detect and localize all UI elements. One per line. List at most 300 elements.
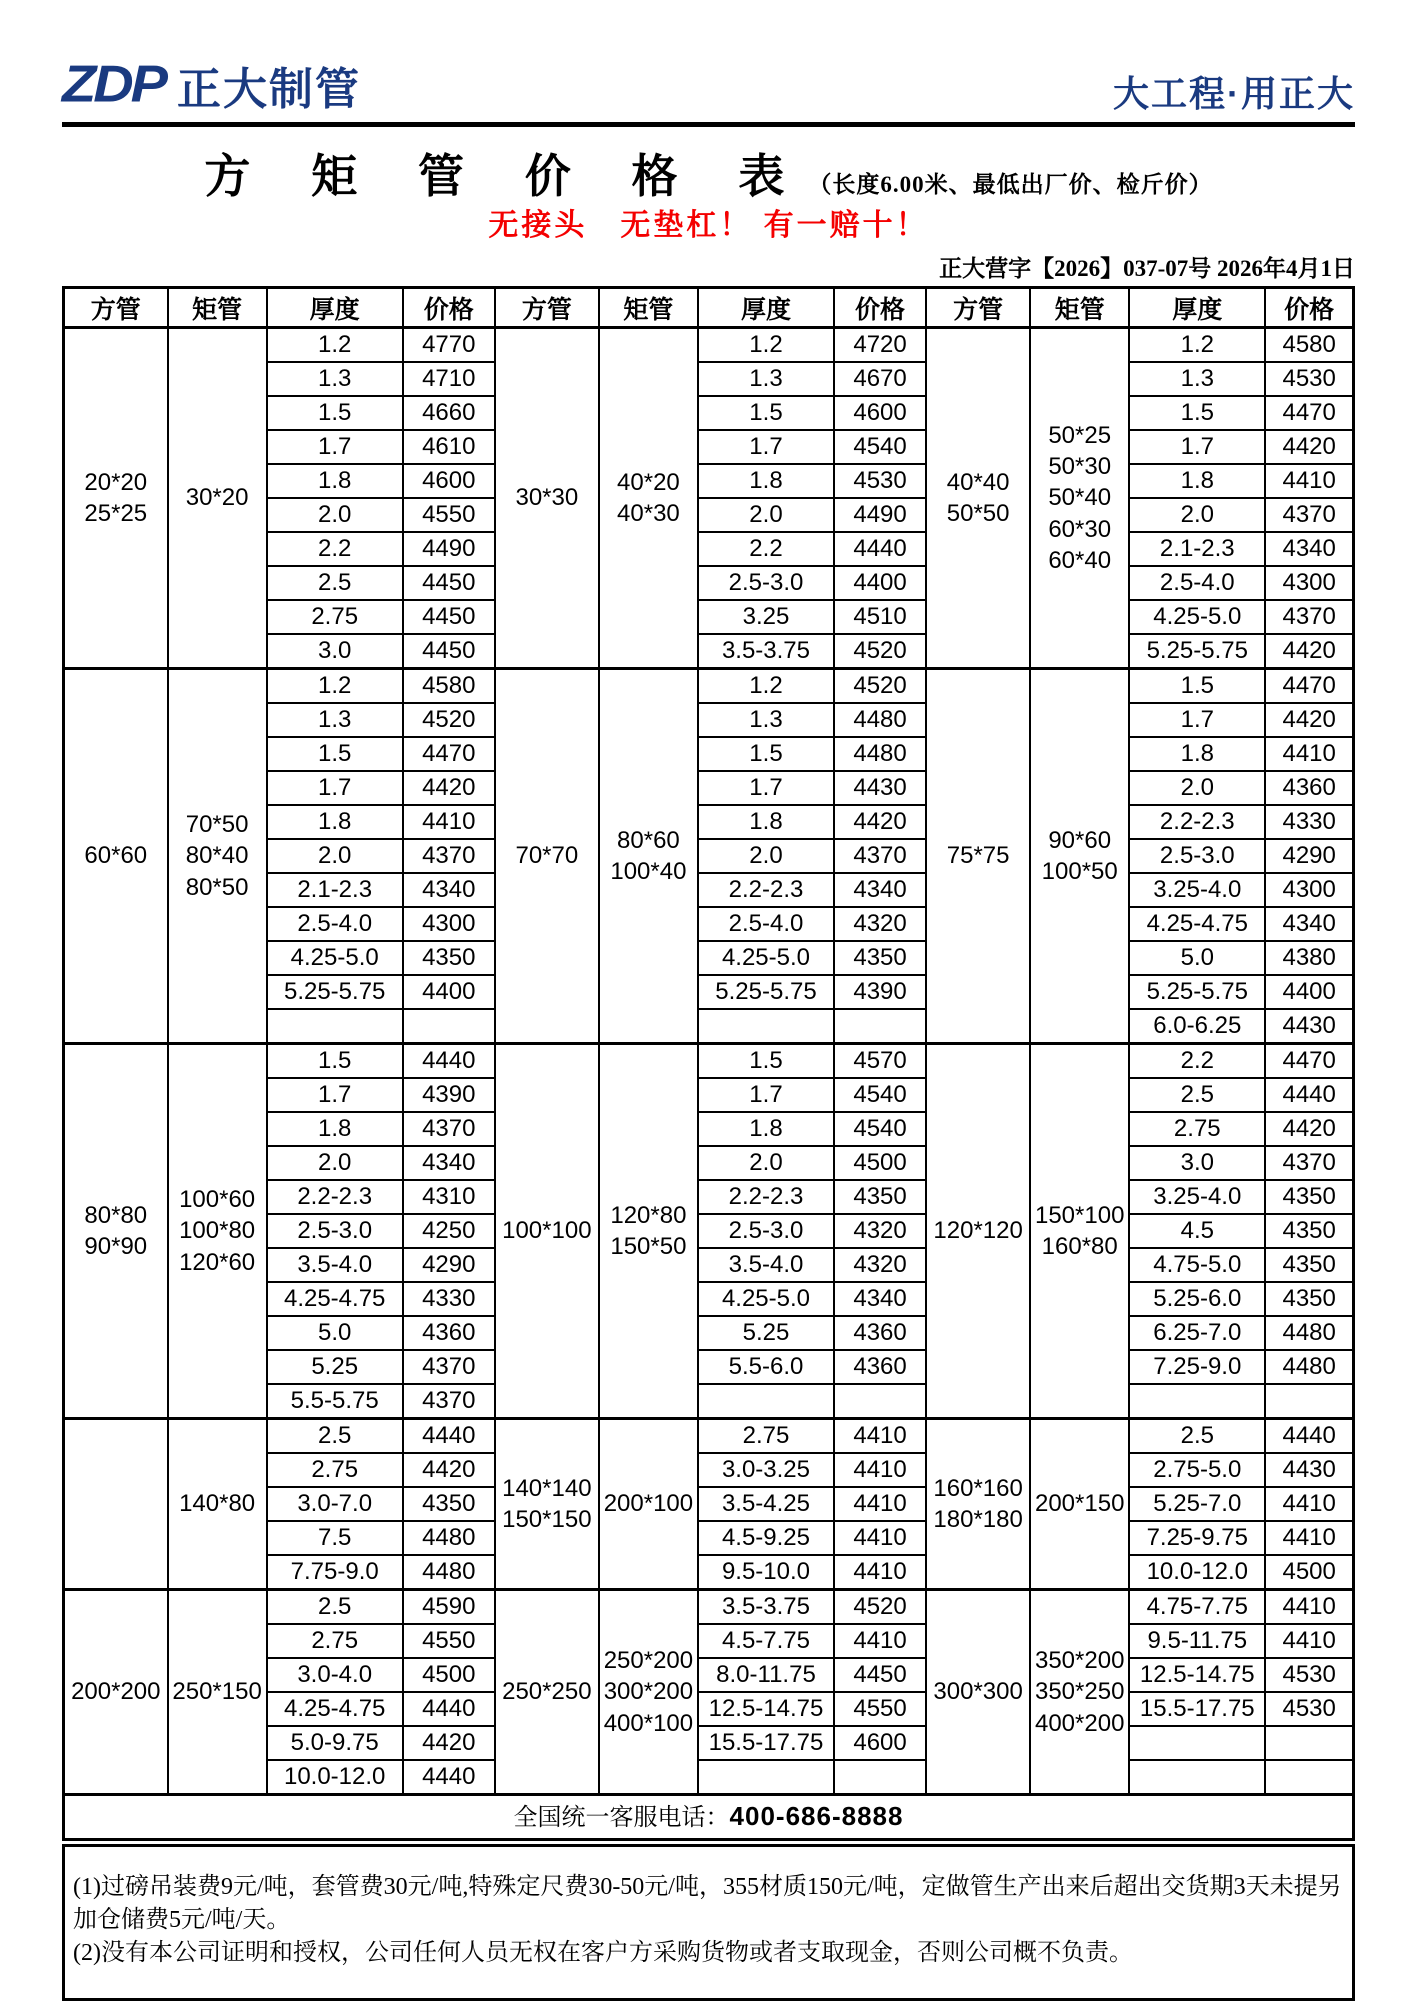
price-cell: 4350 (834, 941, 926, 975)
price-cell: 4440 (1265, 1419, 1353, 1454)
size-text: 100*100 (502, 1217, 592, 1245)
thickness-cell: 1.5 (267, 1044, 403, 1079)
thickness-cell: 1.5 (698, 1044, 834, 1079)
rect-tube-size-cell (599, 669, 698, 1044)
brand-logo (62, 56, 361, 112)
column-header: 厚度 (267, 288, 403, 328)
thickness-cell: 2.75 (267, 1453, 403, 1487)
thickness-cell: 1.8 (267, 805, 403, 839)
price-cell: 4610 (403, 430, 495, 464)
price-cell: 4320 (834, 907, 926, 941)
thickness-cell: 4.25-4.75 (267, 1282, 403, 1316)
thickness-cell: 3.25 (698, 600, 834, 634)
thickness-cell: 4.5-9.25 (698, 1521, 834, 1555)
size-text: 160*80 (1041, 1233, 1118, 1260)
thickness-cell: 2.5-4.0 (267, 907, 403, 941)
price-cell: 4410 (834, 1555, 926, 1590)
column-header: 方管 (495, 288, 599, 328)
price-cell: 4520 (834, 669, 926, 704)
price-cell: 4410 (834, 1453, 926, 1487)
thickness-cell: 4.25-5.0 (698, 941, 834, 975)
price-cell: 4370 (403, 1112, 495, 1146)
price-cell: 4370 (403, 1384, 495, 1419)
thickness-cell: 4.25-4.75 (1129, 907, 1265, 941)
thickness-cell: 5.25-7.0 (1129, 1487, 1265, 1521)
note-line: (1)过磅吊装费9元/吨，套管费30元/吨,特殊定尺费30-50元/吨，355材质150元/吨，定做管生产出来后超出交货期3天未提另加仓储费5元/吨/天。 (73, 1874, 1342, 1934)
size-text: 120*60 (179, 1248, 256, 1276)
rect-tube-size-cell (599, 328, 698, 669)
square-tube-size-cell (64, 1590, 168, 1795)
price-cell: 4340 (1265, 532, 1353, 566)
square-tube-size-cell (495, 1044, 599, 1419)
price-cell: 4440 (1265, 1078, 1353, 1112)
price-cell: 4500 (1265, 1555, 1353, 1590)
size-text: 100*80 (179, 1217, 256, 1245)
price-cell: 4580 (1265, 328, 1353, 363)
square-tube-size-cell (495, 328, 599, 669)
square-tube-size-cell (64, 328, 168, 669)
thickness-cell: 1.2 (698, 328, 834, 363)
price-cell: 4420 (1265, 430, 1353, 464)
service-phone-label: 全国统一客服电话： (513, 1804, 730, 1831)
size-text: 300*200 (603, 1678, 694, 1706)
size-text: 250*200 (603, 1647, 694, 1675)
size-text: 150*50 (610, 1233, 687, 1260)
thickness-cell (267, 1009, 403, 1044)
price-cell: 4410 (834, 1624, 926, 1658)
thickness-cell: 2.1-2.3 (1129, 532, 1265, 566)
page-title: 方 矩 管 价 格 表 (204, 150, 809, 202)
thickness-cell: 2.0 (267, 839, 403, 873)
price-cell: 4430 (1265, 1453, 1353, 1487)
size-text: 60*60 (84, 842, 148, 870)
price-cell: 4440 (403, 1044, 495, 1079)
price-cell: 4310 (403, 1180, 495, 1214)
price-cell: 4590 (403, 1590, 495, 1625)
thickness-cell: 2.0 (698, 498, 834, 532)
rect-tube-size-cell (1030, 1419, 1129, 1590)
thickness-cell: 1.8 (698, 805, 834, 839)
price-cell: 4480 (834, 737, 926, 771)
thickness-cell: 1.3 (698, 703, 834, 737)
price-cell: 4480 (403, 1555, 495, 1590)
price-cell: 4340 (834, 873, 926, 907)
size-text: 20*20 (84, 468, 148, 496)
price-cell: 4290 (403, 1248, 495, 1282)
brand-slogan: 大工程·用正大 (1113, 73, 1355, 114)
thickness-cell: 1.8 (698, 464, 834, 498)
thickness-cell: 2.5-3.0 (1129, 839, 1265, 873)
column-header: 价格 (834, 288, 926, 328)
thickness-cell (1129, 1384, 1265, 1419)
price-cell: 4410 (834, 1521, 926, 1555)
price-cell: 4530 (1265, 362, 1353, 396)
square-tube-size-cell (64, 1419, 168, 1590)
thickness-cell: 12.5-14.75 (1129, 1658, 1265, 1692)
column-header: 价格 (1265, 288, 1353, 328)
size-text: 40*40 (946, 468, 1010, 496)
price-cell: 4410 (1265, 1624, 1353, 1658)
price-cell: 4340 (403, 1146, 495, 1180)
thickness-cell: 3.5-3.75 (698, 634, 834, 669)
thickness-cell: 9.5-10.0 (698, 1555, 834, 1590)
price-cell: 4410 (1265, 1590, 1353, 1625)
size-text: 250*250 (502, 1678, 592, 1706)
price-cell: 4530 (834, 464, 926, 498)
thickness-cell: 1.3 (267, 703, 403, 737)
price-cell: 4370 (1265, 1146, 1353, 1180)
thickness-cell: 1.3 (267, 362, 403, 396)
price-cell: 4370 (1265, 498, 1353, 532)
price-cell: 4420 (403, 771, 495, 805)
price-cell: 4470 (1265, 669, 1353, 704)
thickness-cell: 2.2 (1129, 1044, 1265, 1079)
thickness-cell (698, 1009, 834, 1044)
size-text: 25*25 (84, 500, 148, 527)
thickness-cell: 1.7 (267, 1078, 403, 1112)
rect-tube-size-cell (1030, 669, 1129, 1044)
price-cell: 4540 (834, 430, 926, 464)
square-tube-size-cell (926, 1044, 1030, 1419)
price-cell: 4550 (834, 1692, 926, 1726)
price-cell: 4540 (834, 1112, 926, 1146)
thickness-cell: 4.25-5.0 (267, 941, 403, 975)
thickness-cell: 5.25-5.75 (698, 975, 834, 1009)
thickness-cell: 1.5 (267, 396, 403, 430)
price-cell: 4600 (834, 396, 926, 430)
size-text: 80*80 (84, 1201, 148, 1229)
thickness-cell: 2.0 (267, 1146, 403, 1180)
thickness-cell: 3.0-4.0 (267, 1658, 403, 1692)
price-cell (834, 1384, 926, 1419)
price-cell: 4400 (403, 975, 495, 1009)
price-cell: 4450 (403, 600, 495, 634)
thickness-cell: 2.5 (1129, 1419, 1265, 1454)
size-text: 200*200 (71, 1678, 161, 1706)
price-cell: 4450 (403, 566, 495, 600)
price-cell: 4470 (1265, 1044, 1353, 1079)
brand-name: 正大制管 (177, 65, 361, 114)
price-cell (834, 1009, 926, 1044)
size-text: 50*30 (1048, 453, 1112, 481)
price-cell: 4300 (1265, 873, 1353, 907)
column-header: 方管 (64, 288, 168, 328)
thickness-cell (1129, 1760, 1265, 1795)
price-cell (1265, 1726, 1353, 1760)
price-cell (1265, 1384, 1353, 1419)
thickness-cell: 1.8 (1129, 464, 1265, 498)
price-cell (834, 1760, 926, 1795)
price-cell: 4550 (403, 498, 495, 532)
thickness-cell: 3.5-4.0 (698, 1248, 834, 1282)
thickness-cell: 2.5-4.0 (1129, 566, 1265, 600)
square-tube-size-cell (926, 1590, 1030, 1795)
size-text: 80*60 (617, 826, 680, 854)
rect-tube-size-cell (599, 1419, 698, 1590)
size-text: 100*40 (610, 858, 687, 885)
price-cell: 4370 (1265, 600, 1353, 634)
square-tube-size-cell (926, 328, 1030, 669)
price-cell: 4480 (1265, 1316, 1353, 1350)
price-cell: 4330 (403, 1282, 495, 1316)
price-cell: 4370 (403, 1350, 495, 1384)
thickness-cell: 4.25-5.0 (698, 1282, 834, 1316)
price-cell: 4520 (403, 703, 495, 737)
thickness-cell: 8.0-11.75 (698, 1658, 834, 1692)
column-header: 矩管 (599, 288, 698, 328)
thickness-cell: 3.0 (1129, 1146, 1265, 1180)
thickness-cell: 1.2 (267, 669, 403, 704)
rect-tube-size-cell (168, 669, 267, 1044)
price-cell: 4410 (834, 1419, 926, 1454)
thickness-cell: 5.0-9.75 (267, 1726, 403, 1760)
note-line: (2)没有本公司证明和授权，公司任何人员无权在客户方采购货物或者支取现金，否则公司概不负责。 (73, 1940, 1133, 1967)
thickness-cell: 1.2 (698, 669, 834, 704)
thickness-cell: 10.0-12.0 (267, 1760, 403, 1795)
price-cell: 4410 (1265, 737, 1353, 771)
thickness-cell: 9.5-11.75 (1129, 1624, 1265, 1658)
price-cell: 4350 (1265, 1214, 1353, 1248)
price-cell: 4710 (403, 362, 495, 396)
thickness-cell: 3.5-4.25 (698, 1487, 834, 1521)
price-cell: 4470 (1265, 396, 1353, 430)
price-cell: 4420 (403, 1453, 495, 1487)
price-cell: 4430 (834, 771, 926, 805)
title-condition-note: （长度6.00米、最低出厂价、检斤价） (808, 172, 1213, 197)
thickness-cell: 1.2 (1129, 328, 1265, 363)
price-cell: 4330 (1265, 805, 1353, 839)
price-cell: 4340 (1265, 907, 1353, 941)
price-cell: 4540 (834, 1078, 926, 1112)
price-cell: 4360 (834, 1316, 926, 1350)
thickness-cell: 2.1-2.3 (267, 873, 403, 907)
thickness-cell: 2.0 (1129, 771, 1265, 805)
thickness-cell: 7.5 (267, 1521, 403, 1555)
price-cell: 4720 (834, 328, 926, 363)
thickness-cell: 6.0-6.25 (1129, 1009, 1265, 1044)
thickness-cell: 2.0 (698, 839, 834, 873)
price-cell: 4420 (1265, 634, 1353, 669)
price-cell: 4440 (403, 1419, 495, 1454)
rect-tube-size-cell (168, 1044, 267, 1419)
price-cell: 4350 (1265, 1248, 1353, 1282)
thickness-cell: 2.5 (267, 566, 403, 600)
price-cell: 4480 (834, 703, 926, 737)
thickness-cell: 4.5-7.75 (698, 1624, 834, 1658)
price-cell: 4390 (834, 975, 926, 1009)
square-tube-size-cell (495, 669, 599, 1044)
price-cell: 4320 (834, 1214, 926, 1248)
price-cell: 4450 (834, 1658, 926, 1692)
price-cell: 4480 (403, 1521, 495, 1555)
price-cell: 4520 (834, 1590, 926, 1625)
price-cell: 4290 (1265, 839, 1353, 873)
price-cell: 4370 (403, 839, 495, 873)
thickness-cell: 4.25-4.75 (267, 1692, 403, 1726)
rect-tube-size-cell (599, 1590, 698, 1795)
size-text: 50*25 (1048, 422, 1112, 450)
price-cell: 4420 (1265, 703, 1353, 737)
size-text: 400*200 (1034, 1709, 1125, 1737)
thickness-cell: 2.75 (698, 1419, 834, 1454)
price-cell: 4410 (834, 1487, 926, 1521)
thickness-cell (698, 1760, 834, 1795)
size-text: 100*50 (1041, 858, 1118, 885)
size-text: 75*75 (946, 842, 1010, 870)
thickness-cell: 5.0 (1129, 941, 1265, 975)
thickness-cell: 3.5-4.0 (267, 1248, 403, 1282)
thickness-cell (1129, 1726, 1265, 1760)
thickness-cell: 2.0 (1129, 498, 1265, 532)
price-cell: 4360 (403, 1316, 495, 1350)
thickness-cell: 5.25 (267, 1350, 403, 1384)
thickness-cell: 2.75 (267, 1624, 403, 1658)
size-text: 60*40 (1048, 546, 1112, 574)
size-text: 140*140 (502, 1474, 592, 1502)
price-cell (1265, 1760, 1353, 1795)
thickness-cell: 1.3 (1129, 362, 1265, 396)
thickness-cell: 2.0 (267, 498, 403, 532)
thickness-cell: 2.75 (267, 600, 403, 634)
thickness-cell: 1.7 (698, 1078, 834, 1112)
thickness-cell: 5.25-6.0 (1129, 1282, 1265, 1316)
size-text: 40*30 (617, 500, 680, 527)
thickness-cell: 1.7 (1129, 703, 1265, 737)
size-text: 200*100 (603, 1490, 694, 1518)
price-cell: 4470 (403, 737, 495, 771)
thickness-cell: 2.5-3.0 (698, 1214, 834, 1248)
thickness-cell: 1.8 (267, 464, 403, 498)
price-cell: 4360 (834, 1350, 926, 1384)
thickness-cell: 2.2 (698, 532, 834, 566)
price-cell: 4360 (1265, 771, 1353, 805)
size-text: 30*20 (185, 484, 249, 512)
size-text: 70*50 (185, 811, 249, 839)
price-cell: 4400 (1265, 975, 1353, 1009)
price-cell: 4350 (1265, 1180, 1353, 1214)
thickness-cell: 1.8 (267, 1112, 403, 1146)
price-cell: 4440 (403, 1692, 495, 1726)
title-row (62, 150, 1355, 202)
thickness-cell: 1.7 (698, 430, 834, 464)
price-cell: 4580 (403, 669, 495, 704)
thickness-cell: 1.2 (267, 328, 403, 363)
price-cell: 4350 (403, 941, 495, 975)
thickness-cell: 3.5-3.75 (698, 1590, 834, 1625)
square-tube-size-cell (495, 1419, 599, 1590)
price-cell: 4380 (1265, 941, 1353, 975)
price-sheet-page (62, 0, 1355, 2001)
price-cell: 4450 (403, 634, 495, 669)
size-text: 30*30 (515, 484, 579, 512)
thickness-cell: 3.0-3.25 (698, 1453, 834, 1487)
thickness-cell: 2.5-3.0 (267, 1214, 403, 1248)
price-cell: 4300 (1265, 566, 1353, 600)
price-cell: 4500 (834, 1146, 926, 1180)
thickness-cell: 15.5-17.75 (698, 1726, 834, 1760)
price-cell: 4600 (403, 464, 495, 498)
size-text: 350*200 (1034, 1647, 1125, 1675)
size-text: 400*100 (603, 1709, 694, 1737)
size-text: 90*90 (84, 1233, 148, 1260)
thickness-cell: 3.25-4.0 (1129, 1180, 1265, 1214)
thickness-cell: 2.2-2.3 (1129, 805, 1265, 839)
price-cell: 4520 (834, 634, 926, 669)
size-text: 250*150 (172, 1678, 262, 1706)
price-cell: 4400 (834, 566, 926, 600)
thickness-cell: 12.5-14.75 (698, 1692, 834, 1726)
size-text: 120*120 (933, 1217, 1023, 1245)
thickness-cell: 6.25-7.0 (1129, 1316, 1265, 1350)
size-text: 200*150 (1034, 1490, 1125, 1518)
thickness-cell: 1.7 (698, 771, 834, 805)
size-text: 50*50 (946, 500, 1010, 527)
price-cell: 4490 (834, 498, 926, 532)
thickness-cell: 2.2 (267, 532, 403, 566)
thickness-cell: 2.0 (698, 1146, 834, 1180)
thickness-cell: 2.5-4.0 (698, 907, 834, 941)
rect-tube-size-cell (1030, 328, 1129, 669)
thickness-cell: 4.75-7.75 (1129, 1590, 1265, 1625)
rect-tube-size-cell (168, 1419, 267, 1590)
rect-tube-size-cell (1030, 1590, 1129, 1795)
thickness-cell: 2.5 (267, 1419, 403, 1454)
zdp-logo-mark: ZDP (62, 54, 165, 113)
thickness-cell: 2.75-5.0 (1129, 1453, 1265, 1487)
size-text: 40*20 (617, 468, 680, 496)
square-tube-size-cell (926, 669, 1030, 1044)
price-cell: 4600 (834, 1726, 926, 1760)
square-tube-size-cell (64, 1044, 168, 1419)
thickness-cell: 2.2-2.3 (698, 873, 834, 907)
thickness-cell: 5.25-5.75 (1129, 975, 1265, 1009)
warranty-slogan: 无接头 无垫杠！ 有一赔十！ (488, 209, 929, 242)
price-cell: 4420 (403, 1726, 495, 1760)
size-text: 70*70 (515, 842, 579, 870)
document-number: 正大营字【2026】037-07号 2026年4月1日 (939, 256, 1355, 281)
rect-tube-size-cell (599, 1044, 698, 1419)
thickness-cell: 3.0-7.0 (267, 1487, 403, 1521)
thickness-cell: 1.5 (1129, 669, 1265, 704)
size-text: 90*60 (1048, 826, 1112, 854)
thickness-cell: 10.0-12.0 (1129, 1555, 1265, 1590)
service-phone-row (64, 1795, 1354, 1840)
thickness-cell: 1.3 (698, 362, 834, 396)
header-divider (62, 122, 1355, 127)
price-cell: 4250 (403, 1214, 495, 1248)
thickness-cell: 4.5 (1129, 1214, 1265, 1248)
thickness-cell: 2.5 (267, 1590, 403, 1625)
thickness-cell: 2.2-2.3 (267, 1180, 403, 1214)
square-tube-size-cell (495, 1590, 599, 1795)
size-text: 50*40 (1048, 484, 1112, 512)
rect-tube-size-cell (168, 1590, 267, 1795)
thickness-cell: 1.5 (698, 737, 834, 771)
price-cell: 4660 (403, 396, 495, 430)
price-cell: 4510 (834, 600, 926, 634)
price-cell: 4390 (403, 1078, 495, 1112)
price-cell: 4300 (403, 907, 495, 941)
thickness-cell: 7.75-9.0 (267, 1555, 403, 1590)
thickness-cell: 5.25-5.75 (1129, 634, 1265, 669)
square-tube-size-cell (926, 1419, 1030, 1590)
thickness-cell: 4.75-5.0 (1129, 1248, 1265, 1282)
thickness-cell: 15.5-17.75 (1129, 1692, 1265, 1726)
size-text: 150*100 (1034, 1201, 1125, 1229)
size-text: 350*250 (1034, 1678, 1125, 1706)
price-cell: 4770 (403, 328, 495, 363)
thickness-cell: 1.7 (1129, 430, 1265, 464)
